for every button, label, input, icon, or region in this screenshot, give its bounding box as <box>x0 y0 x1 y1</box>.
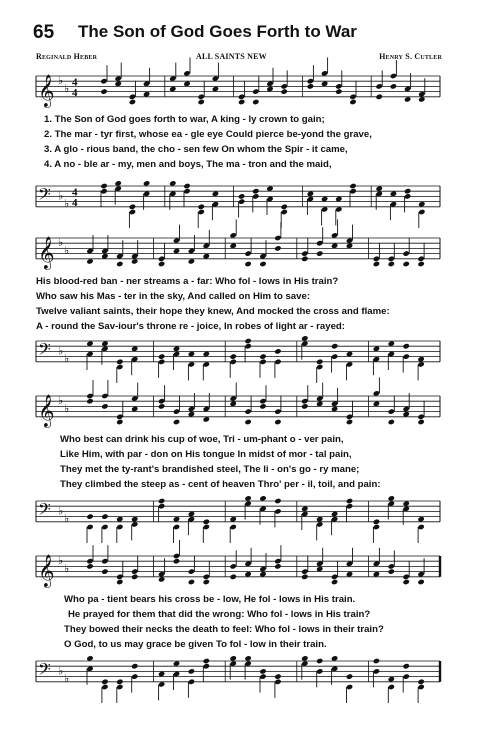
note-head <box>116 359 123 365</box>
note-head <box>173 419 180 425</box>
flat-icon: ♭ <box>58 504 64 518</box>
flat-icon: ♭ <box>64 197 70 211</box>
note-head <box>198 204 205 210</box>
flat-icon: ♭ <box>58 236 64 250</box>
note-head <box>188 579 195 585</box>
flat-icon: ♭ <box>64 402 70 415</box>
bass-staff-1 <box>0 180 480 216</box>
flat-icon: ♭ <box>58 74 64 88</box>
note-head <box>388 419 395 425</box>
note-head <box>373 519 380 525</box>
note-head <box>230 574 237 580</box>
flat-icon: ♭ <box>64 672 70 686</box>
note-head <box>417 261 424 267</box>
note-head <box>376 94 383 100</box>
note-head <box>259 403 266 409</box>
note-head <box>301 574 308 580</box>
hymn-page: 65 The Son of God Goes Forth to War Reginald Heber ALL SAINTS NEW Henry S. Cutler 𝄞 ♭ ♭ 4 4 1. The Son of God goes forth to war, A king - ly crown to gain; 2. The mar - tyr first, whose ea - gle eye Could pierce be-yond the grave, 3. A glo - rious band, the cho - sen few On whom the Spir - it came, 4. A no - ble ar - my, men and boys, The ma - tron and the maid, 𝄢 ♭ ♭ 4 4 𝄞 ♭ ♭ His blood-red ban - ner streams a - far: Who fol - lows in His train? Who saw his Mas - ter in the sky, And called on Him to save: Twelve valiant saints, their hope they knew, And mocked the cross and flame: A - round the Sav-iour's throne re - joice, In robes of light ar - rayed: 𝄢 ♭ ♭ 𝄞 ♭ ♭ Who best can drink his cup of woe, Tri - um-phant o - ver pain, Like Him, with par - don on His tongue In midst of mor - tal pain, They met the ty-rant's brandished steel, The li - on's go - ry mane; They climbed the steep as - cent of heaven Thro' per - il, toil, and pain: 𝄢 ♭ ♭ 𝄞 ♭ ♭ Who pa - tient bears his cross be - low, He fol - lows in His train. He prayed for them that did the wrong: Who fol - lows in His train? They bowed their necks the death to feel: Who fol - lows in their train? O God, to us may grace be given To fol - low in their train. 𝄢 ♭ ♭ <box>0 0 480 729</box>
flat-icon: ♭ <box>58 189 64 203</box>
bass-clef-icon: 𝄢 <box>38 498 51 523</box>
note-head <box>131 574 138 580</box>
note-head <box>198 99 205 105</box>
note-head <box>373 261 380 267</box>
note-head <box>252 188 259 194</box>
note-head <box>203 658 210 664</box>
note-head <box>116 419 123 425</box>
note-head <box>100 88 107 94</box>
note-head <box>274 563 281 569</box>
tune-name: ALL SAINTS NEW <box>196 52 267 61</box>
note-head <box>238 193 245 199</box>
flat-icon: ♭ <box>58 394 64 408</box>
note-head <box>86 563 93 569</box>
treble-staff-2 <box>0 232 480 268</box>
note-head <box>129 99 136 105</box>
note-head <box>281 204 288 210</box>
note-head <box>158 403 165 409</box>
note-head <box>316 359 323 365</box>
note-head <box>244 338 251 344</box>
flat-icon: ♭ <box>58 554 64 568</box>
note-head <box>390 83 397 89</box>
note-head <box>404 188 411 194</box>
note-head <box>203 519 210 525</box>
bass-clef-icon: 𝄢 <box>38 183 51 208</box>
treble-clef-icon: 𝄞 <box>38 553 55 587</box>
note-head <box>301 256 308 262</box>
note-head <box>116 679 123 685</box>
note-head <box>158 353 165 359</box>
hymn-number: 65 <box>33 22 55 43</box>
note-head <box>183 183 190 189</box>
flat-icon: ♭ <box>64 562 70 575</box>
bass-staff-3 <box>0 495 480 531</box>
note-head <box>388 568 395 574</box>
note-head <box>316 250 323 256</box>
note-head <box>86 513 93 519</box>
note-head <box>259 668 266 674</box>
note-head <box>101 679 108 685</box>
note-head <box>281 88 288 94</box>
note-head <box>238 99 245 105</box>
note-head <box>349 99 356 105</box>
note-head <box>373 658 380 664</box>
note-head <box>316 658 323 664</box>
note-head <box>173 558 180 564</box>
note-head <box>403 663 410 669</box>
note-head <box>274 673 281 679</box>
hymn-title: The Son of God Goes Forth to War <box>78 22 357 41</box>
time-signature-icon: 4 <box>72 186 78 199</box>
note-head <box>403 579 410 585</box>
note-head <box>101 568 108 574</box>
note-head <box>86 398 93 404</box>
note-head <box>388 261 395 267</box>
treble-clef-icon: 𝄞 <box>38 393 55 427</box>
treble-staff-3 <box>0 390 480 426</box>
note-head <box>274 498 281 504</box>
treble-clef-icon: 𝄞 <box>38 235 55 269</box>
note-head <box>158 498 165 504</box>
note-head <box>274 245 281 251</box>
bass-staff-4 <box>0 655 480 691</box>
note-head <box>203 579 210 585</box>
note-head <box>188 668 195 674</box>
flat-icon: ♭ <box>58 344 64 358</box>
time-signature-icon: 4 <box>72 76 78 89</box>
note-head <box>158 261 165 267</box>
note-head <box>331 579 338 585</box>
note-head <box>100 183 107 189</box>
note-head <box>259 353 266 359</box>
note-head <box>116 261 123 267</box>
note-head <box>230 353 237 359</box>
flat-icon: ♭ <box>64 352 70 366</box>
bass-clef-icon: 𝄢 <box>38 658 51 683</box>
treble-clef-icon: 𝄞 <box>38 73 55 107</box>
author-credit: Reginald Heber <box>36 52 98 61</box>
note-head <box>335 88 342 94</box>
note-head <box>301 403 308 409</box>
note-head <box>101 403 108 409</box>
bass-staff-2 <box>0 335 480 371</box>
flat-icon: ♭ <box>64 512 70 526</box>
note-head <box>274 348 281 354</box>
note-head <box>331 343 338 349</box>
note-head <box>349 183 356 189</box>
bass-clef-icon: 𝄢 <box>38 338 51 363</box>
treble-staff-1 <box>0 70 480 106</box>
note-head <box>403 261 410 267</box>
note-head <box>252 99 259 105</box>
note-head <box>346 498 353 504</box>
note-head <box>417 579 424 585</box>
composer-credit: Henry S. Cutler <box>379 52 442 61</box>
note-head <box>101 513 108 519</box>
time-signature-icon: 4 <box>72 86 78 99</box>
flat-icon: ♭ <box>64 244 70 257</box>
note-head <box>307 83 314 89</box>
note-head <box>129 204 136 210</box>
treble-staff-4 <box>0 550 480 586</box>
note-head <box>116 579 123 585</box>
note-head <box>403 343 410 349</box>
note-head <box>346 419 353 425</box>
note-head <box>244 261 251 267</box>
note-head <box>131 663 138 669</box>
note-head <box>417 419 424 425</box>
note-head <box>274 419 281 425</box>
flat-icon: ♭ <box>58 664 64 678</box>
note-head <box>244 419 251 425</box>
flat-icon: ♭ <box>64 82 70 95</box>
note-head <box>417 679 424 685</box>
note-head <box>259 261 266 267</box>
note-head <box>346 673 353 679</box>
time-signature-icon: 4 <box>72 196 78 209</box>
